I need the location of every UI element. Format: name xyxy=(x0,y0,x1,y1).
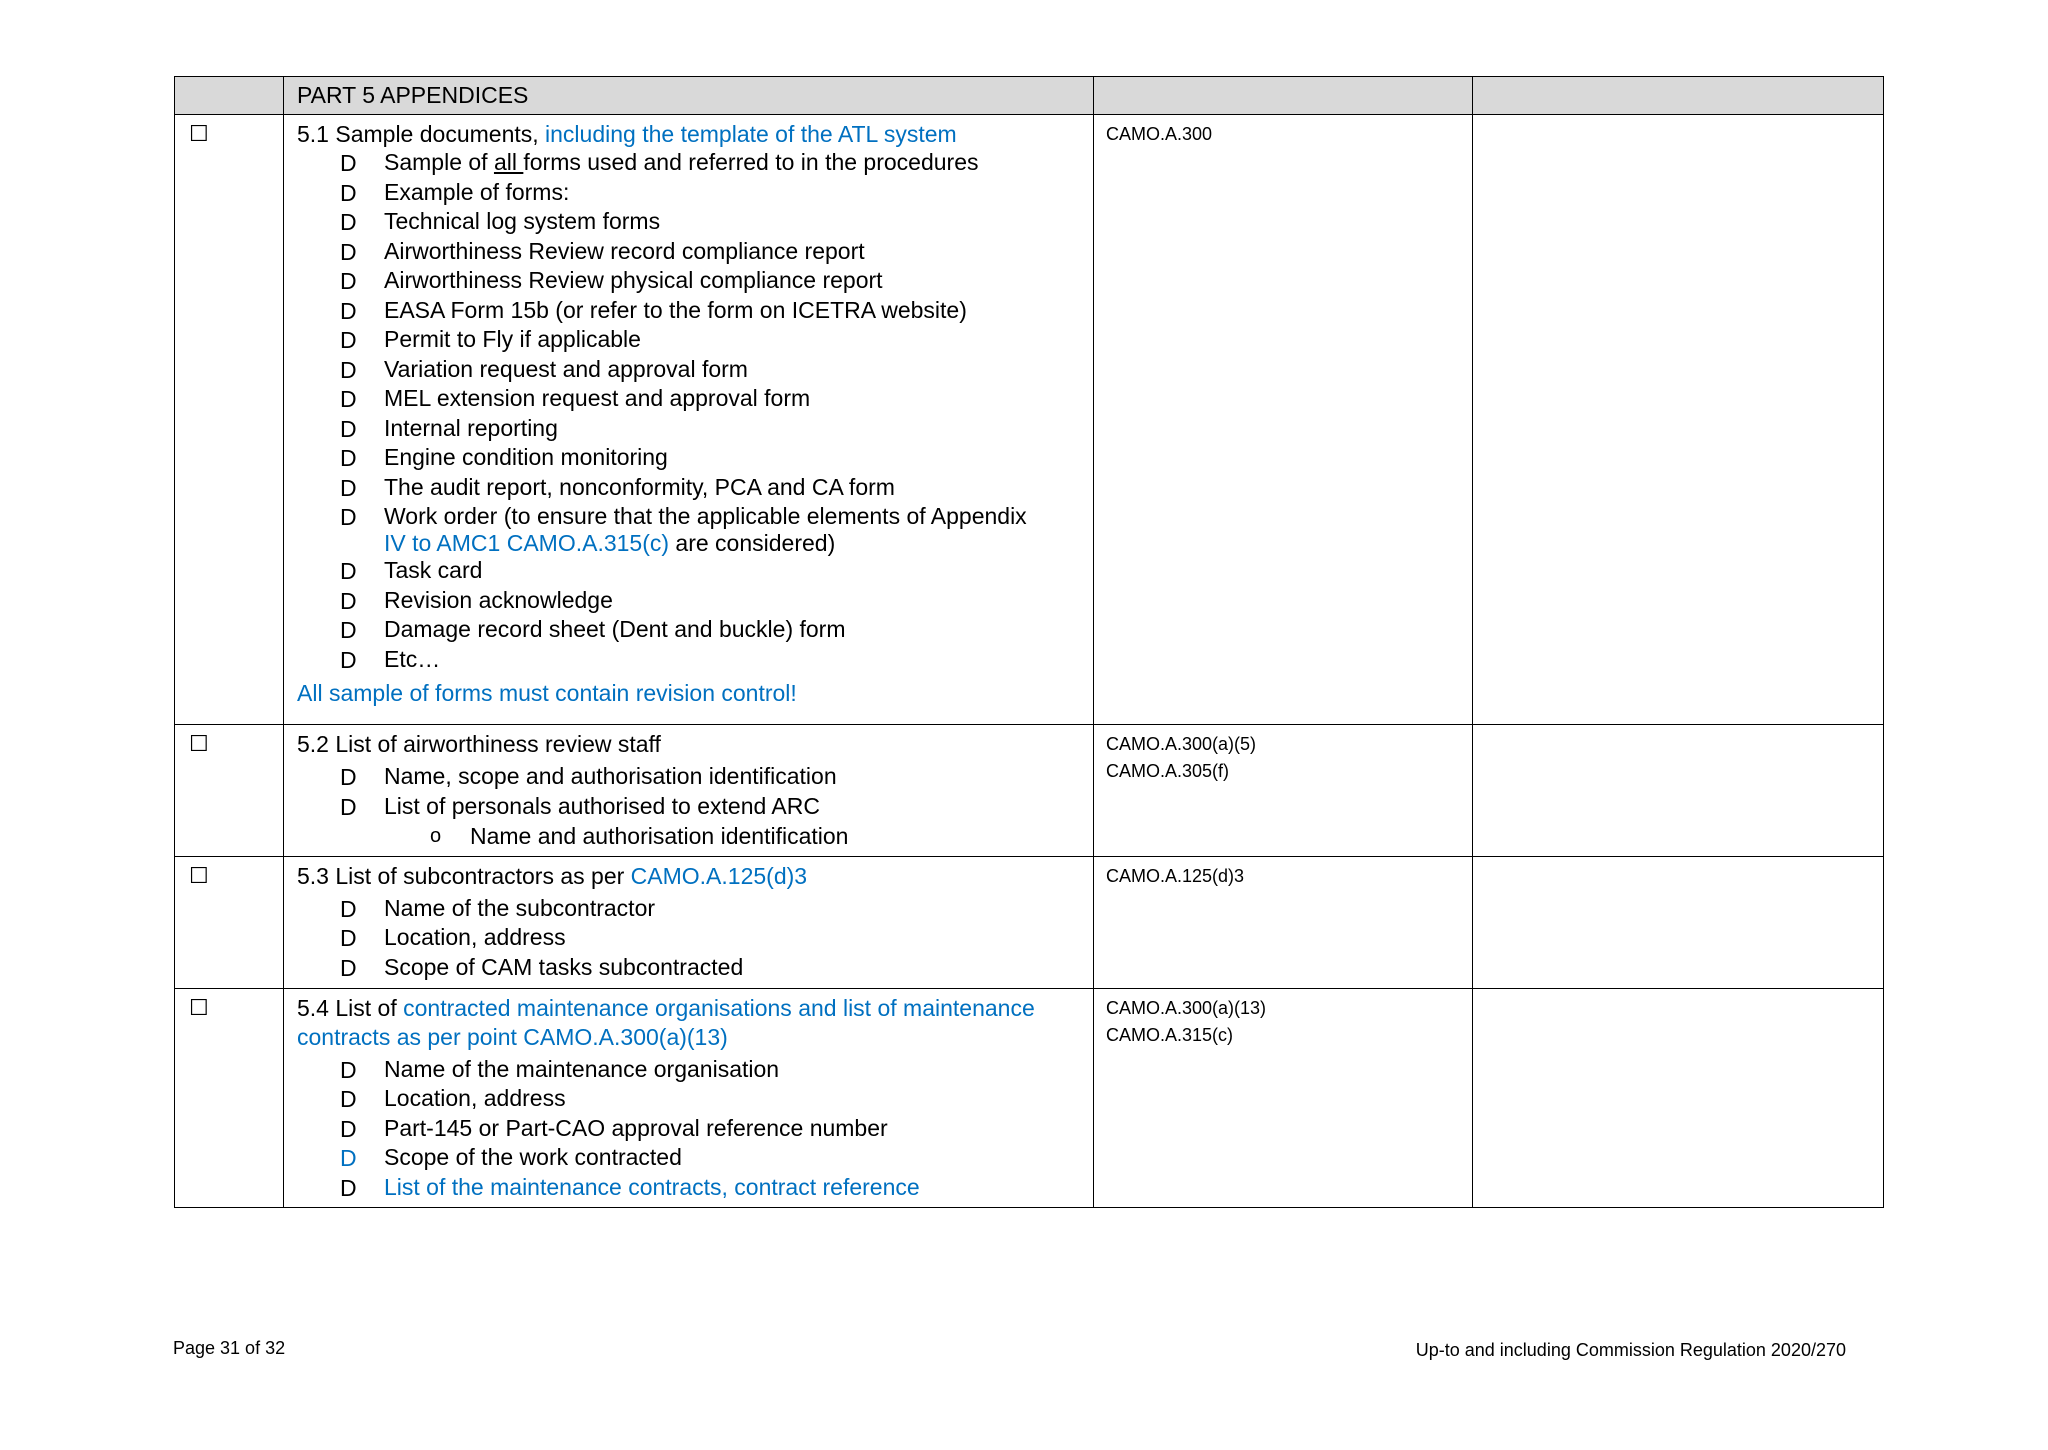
list-item xyxy=(297,474,1085,504)
bullet-marker: D xyxy=(340,764,357,790)
bullet-marker: D xyxy=(340,415,357,442)
list-item-text: The audit report, nonconformity, PCA and CA form xyxy=(384,473,895,500)
reference-cell xyxy=(1094,856,1473,988)
list-item xyxy=(297,924,1085,954)
regulation-reference: CAMO.A.300 xyxy=(1106,124,1213,144)
list-item xyxy=(297,1174,1085,1204)
list-item-text: Work order (to ensure that the applicable elements of Appendix IV to AMC1 CAMO.A.315(c) are considered) xyxy=(384,503,1027,556)
item-text-cell xyxy=(284,988,1094,1208)
header-notes-cell xyxy=(1473,77,1884,115)
list-item xyxy=(297,1085,1085,1115)
notes-cell[interactable] xyxy=(1473,988,1884,1208)
item-title-text: 5.1 Sample documents, xyxy=(297,121,546,147)
bullet-marker: D xyxy=(340,895,357,922)
bullet-marker: D xyxy=(340,356,357,383)
checkbox-5-1[interactable]: ☐ xyxy=(189,121,209,146)
list-item-text: Permit to Fly if applicable xyxy=(384,326,641,352)
item-text-cell xyxy=(284,115,1094,725)
list-item xyxy=(297,356,1085,386)
header-empty-cell xyxy=(175,77,284,115)
list-item-text: Location, address xyxy=(384,1085,566,1111)
regulation-reference: CAMO.A.300(a)(13) xyxy=(1106,997,1267,1018)
item-title-text: 5.4 List of xyxy=(297,994,404,1021)
underlined-word: all xyxy=(493,149,524,175)
item-title-5-1 xyxy=(297,120,1085,149)
notes-cell[interactable] xyxy=(1473,725,1884,857)
table-header-row xyxy=(175,77,1884,115)
list-item xyxy=(297,1115,1085,1145)
item-title-blue-text: contracted maintenance organisations and list of maintenance xyxy=(403,994,1035,1021)
regulation-footer: Up-to and including Commission Regulation 2020/270 xyxy=(1415,1340,1846,1360)
sub-list-item xyxy=(297,822,1085,852)
list-item-text: Etc… xyxy=(384,645,441,672)
reference-cell xyxy=(1094,988,1473,1208)
list-item xyxy=(297,646,1085,676)
bullet-marker: D xyxy=(340,150,357,176)
list-item xyxy=(297,297,1085,327)
revision-control-note: All sample of forms must contain revision control! xyxy=(297,680,797,706)
list-item-text: Variation request and approval form xyxy=(384,355,748,382)
bullet-marker: D xyxy=(340,504,357,530)
item-title-5-3 xyxy=(297,862,1085,891)
bullet-marker: D xyxy=(340,474,357,501)
checkbox-cell xyxy=(175,988,284,1208)
list-item xyxy=(297,1144,1085,1174)
list-item-text: Technical log system forms xyxy=(384,208,661,234)
list-item-text: Engine condition monitoring xyxy=(384,444,668,470)
item-title-text: 5.3 List of subcontractors as per xyxy=(297,862,631,889)
list-item-text: Scope of CAM tasks subcontracted xyxy=(384,953,744,980)
bullet-marker: D xyxy=(340,209,357,235)
list-item-text: Name, scope and authorisation identification xyxy=(384,763,837,789)
list-item xyxy=(297,954,1085,984)
bullet-marker: D xyxy=(340,179,357,206)
bullet-marker: D xyxy=(340,1056,357,1083)
list-item-text: Airworthiness Review record compliance report xyxy=(384,237,865,264)
header-title-cell xyxy=(284,77,1094,115)
list-item xyxy=(297,415,1085,445)
table-row-5-2 xyxy=(175,725,1884,857)
item-title-blue-text: CAMO.A.125(d)3 xyxy=(630,862,808,889)
bullet-marker: D xyxy=(340,1174,357,1201)
regulation-reference: CAMO.A.300(a)(5) xyxy=(1106,734,1257,754)
list-item xyxy=(297,557,1085,587)
list-item-text: Location, address xyxy=(384,924,566,950)
sub-bullet-marker: o xyxy=(430,825,442,847)
list-item xyxy=(297,444,1085,474)
list-item xyxy=(297,616,1085,646)
list-item-text: Sample of all forms used and referred to in the procedures xyxy=(384,149,979,175)
list-item-text: List of personals authorised to extend ARC xyxy=(384,792,820,819)
bullet-marker: D xyxy=(340,297,357,324)
checkbox-5-2[interactable]: ☐ xyxy=(189,731,209,756)
item-text-cell xyxy=(284,856,1094,988)
list-item xyxy=(297,1056,1085,1086)
checkbox-5-4[interactable]: ☐ xyxy=(189,994,209,1020)
table-row-5-4 xyxy=(175,988,1884,1208)
list-item xyxy=(297,793,1085,823)
checkbox-cell xyxy=(175,856,284,988)
bullet-marker: D xyxy=(340,268,357,294)
notes-cell[interactable] xyxy=(1473,115,1884,725)
checkbox-cell xyxy=(175,115,284,725)
bullet-marker: D xyxy=(340,238,357,265)
list-item-text: MEL extension request and approval form xyxy=(384,385,811,411)
checkbox-5-3[interactable]: ☐ xyxy=(189,862,209,888)
bullet-marker: D xyxy=(340,587,357,614)
bullet-marker: D xyxy=(340,954,357,981)
bullet-marker: D xyxy=(340,1115,357,1142)
sub-list-item-text: Name and authorisation identification xyxy=(470,823,849,849)
bullet-marker: D xyxy=(340,925,357,951)
part-title: PART 5 APPENDICES xyxy=(297,82,529,108)
list-item xyxy=(297,587,1085,617)
list-item xyxy=(297,238,1085,268)
appendix-reference: IV to AMC1 CAMO.A.315(c) xyxy=(384,530,670,556)
list-item xyxy=(297,895,1085,925)
item-title-blue-text: including the template of the ATL system xyxy=(545,121,957,147)
list-item xyxy=(297,385,1085,415)
list-item-text: Task card xyxy=(384,557,483,583)
list-item-text: Scope of the work contracted xyxy=(384,1144,682,1170)
bullet-marker: D xyxy=(340,327,357,353)
item-title-5-2: 5.2 List of airworthiness review staff xyxy=(297,731,661,757)
list-item xyxy=(297,208,1085,238)
list-item-text: Internal reporting xyxy=(384,414,558,441)
regulation-reference: CAMO.A.305(f) xyxy=(1106,761,1230,781)
table-row-5-3 xyxy=(175,856,1884,988)
list-item xyxy=(297,179,1085,209)
item-title-blue-text: contracts as per point CAMO.A.300(a)(13) xyxy=(297,1023,728,1050)
reference-cell xyxy=(1094,115,1473,725)
list-item-text: Part-145 or Part-CAO approval reference number xyxy=(384,1114,888,1141)
notes-cell[interactable] xyxy=(1473,856,1884,988)
header-ref-cell xyxy=(1094,77,1473,115)
list-item-text: Name of the maintenance organisation xyxy=(384,1055,780,1082)
list-item xyxy=(297,503,1085,557)
page-number: Page 31 of 32 xyxy=(173,1338,286,1358)
list-item-text: EASA Form 15b (or refer to the form on ICETRA website) xyxy=(384,296,967,323)
bullet-marker: D xyxy=(340,646,357,673)
checkbox-cell xyxy=(175,725,284,857)
list-item xyxy=(297,763,1085,793)
item-text-cell xyxy=(284,725,1094,857)
table-row-5-1 xyxy=(175,115,1884,725)
list-item xyxy=(297,326,1085,356)
regulation-reference: CAMO.A.125(d)3 xyxy=(1106,865,1245,886)
list-item-text: List of the maintenance contracts, contract reference xyxy=(384,1173,920,1200)
bullet-marker: D xyxy=(340,617,357,643)
bullet-marker: D xyxy=(340,386,357,412)
list-item-text: Airworthiness Review physical compliance report xyxy=(384,267,883,293)
list-item-text: Name of the subcontractor xyxy=(384,894,656,921)
bullet-marker: D xyxy=(340,793,357,820)
list-item-text: Revision acknowledge xyxy=(384,586,613,613)
list-item-text: Example of forms: xyxy=(384,178,570,205)
bullet-marker: D xyxy=(340,1145,357,1171)
bullet-marker: D xyxy=(340,558,357,584)
list-item-text: Damage record sheet (Dent and buckle) form xyxy=(384,616,846,642)
bullet-marker: D xyxy=(340,1086,357,1112)
regulation-reference: CAMO.A.315(c) xyxy=(1106,1024,1234,1045)
appendices-checklist-table xyxy=(174,76,1884,1208)
reference-cell xyxy=(1094,725,1473,857)
item-title-5-4 xyxy=(297,994,1085,1052)
list-item xyxy=(297,267,1085,297)
list-item xyxy=(297,149,1085,179)
bullet-marker: D xyxy=(340,445,357,471)
